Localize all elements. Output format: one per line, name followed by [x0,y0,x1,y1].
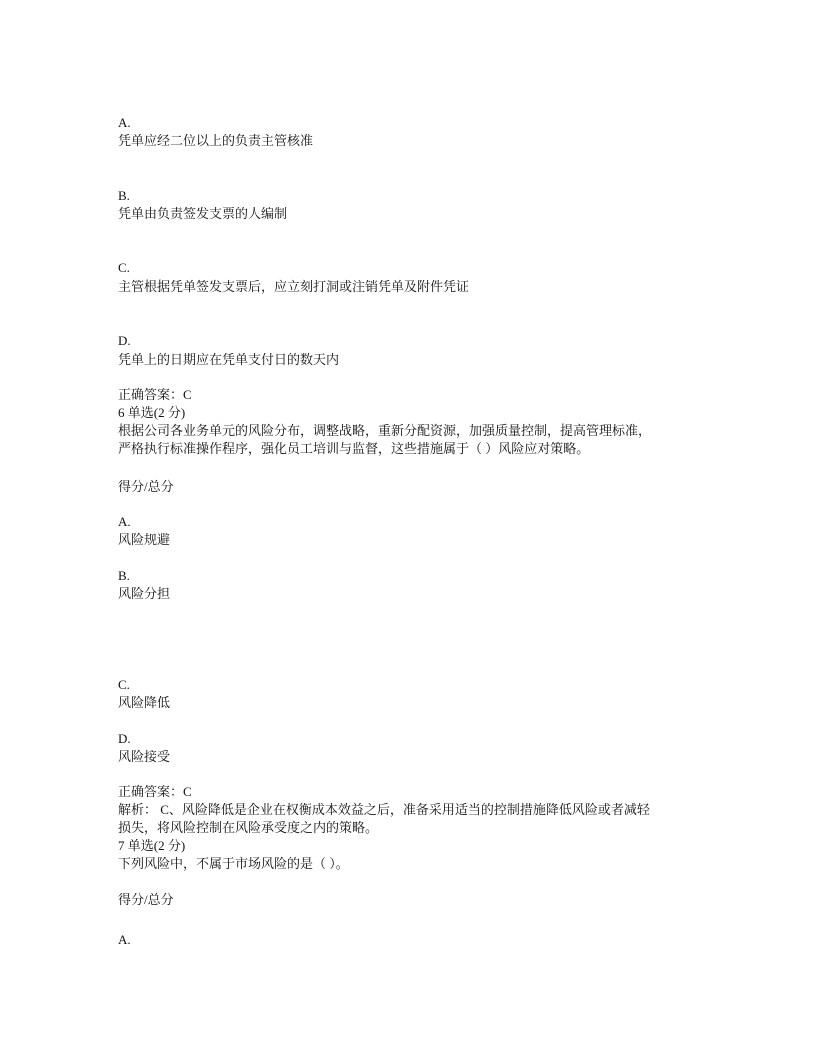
q6-option-d-text: 风险接受 [118,749,171,764]
q6-score: 得分/总分 [118,479,174,494]
q7-option-a-letter: A. [118,932,131,947]
q7-score: 得分/总分 [118,892,174,907]
q6-question-line1: 根据公司各业务单元的风险分布，调整战略，重新分配资源，加强质量控制，提高管理标准， [118,423,652,438]
q5-option-c-text: 主管根据凭单签发支票后，应立刻打洞或注销凭单及附件凭证 [118,279,470,294]
q5-option-d-text: 凭单上的日期应在凭单支付日的数天内 [118,352,340,367]
q6-option-a-letter: A. [118,514,131,529]
q6-question-line2: 严格执行标准操作程序，强化员工培训与监督，这些措施属于（ ）风险应对策略。 [118,441,590,456]
q6-option-a-text: 风险规避 [118,532,171,547]
q5-option-b-text: 凭单由负责签发支票的人编制 [118,206,288,221]
q6-analysis-line2: 损失，将风险控制在风险承受度之内的策略。 [118,820,379,835]
q5-answer: 正确答案：C [118,387,192,402]
q6-option-c-text: 风险降低 [118,695,171,710]
q7-header: 7 单选(2 分) [118,838,186,853]
q6-option-d-letter: D. [118,731,131,746]
q5-option-a-letter: A. [118,115,131,130]
q5-option-c-letter: C. [118,260,130,275]
q5-option-b-letter: B. [118,188,130,203]
q5-option-d-letter: D. [118,333,131,348]
q6-analysis-line1: 解析： C、风险降低是企业在权衡成本效益之后，准备采用适当的控制措施降低风险或者减轻 [118,802,650,817]
q6-answer: 正确答案：C [118,784,192,799]
q5-option-a-text: 凭单应经二位以上的负责主管核准 [118,133,314,148]
q6-option-b-text: 风险分担 [118,586,171,601]
q6-option-c-letter: C. [118,677,130,692]
q6-header: 6 单选(2 分) [118,405,186,420]
q7-question: 下列风险中，不属于市场风险的是（ ）。 [118,856,349,871]
q6-option-b-letter: B. [118,568,130,583]
